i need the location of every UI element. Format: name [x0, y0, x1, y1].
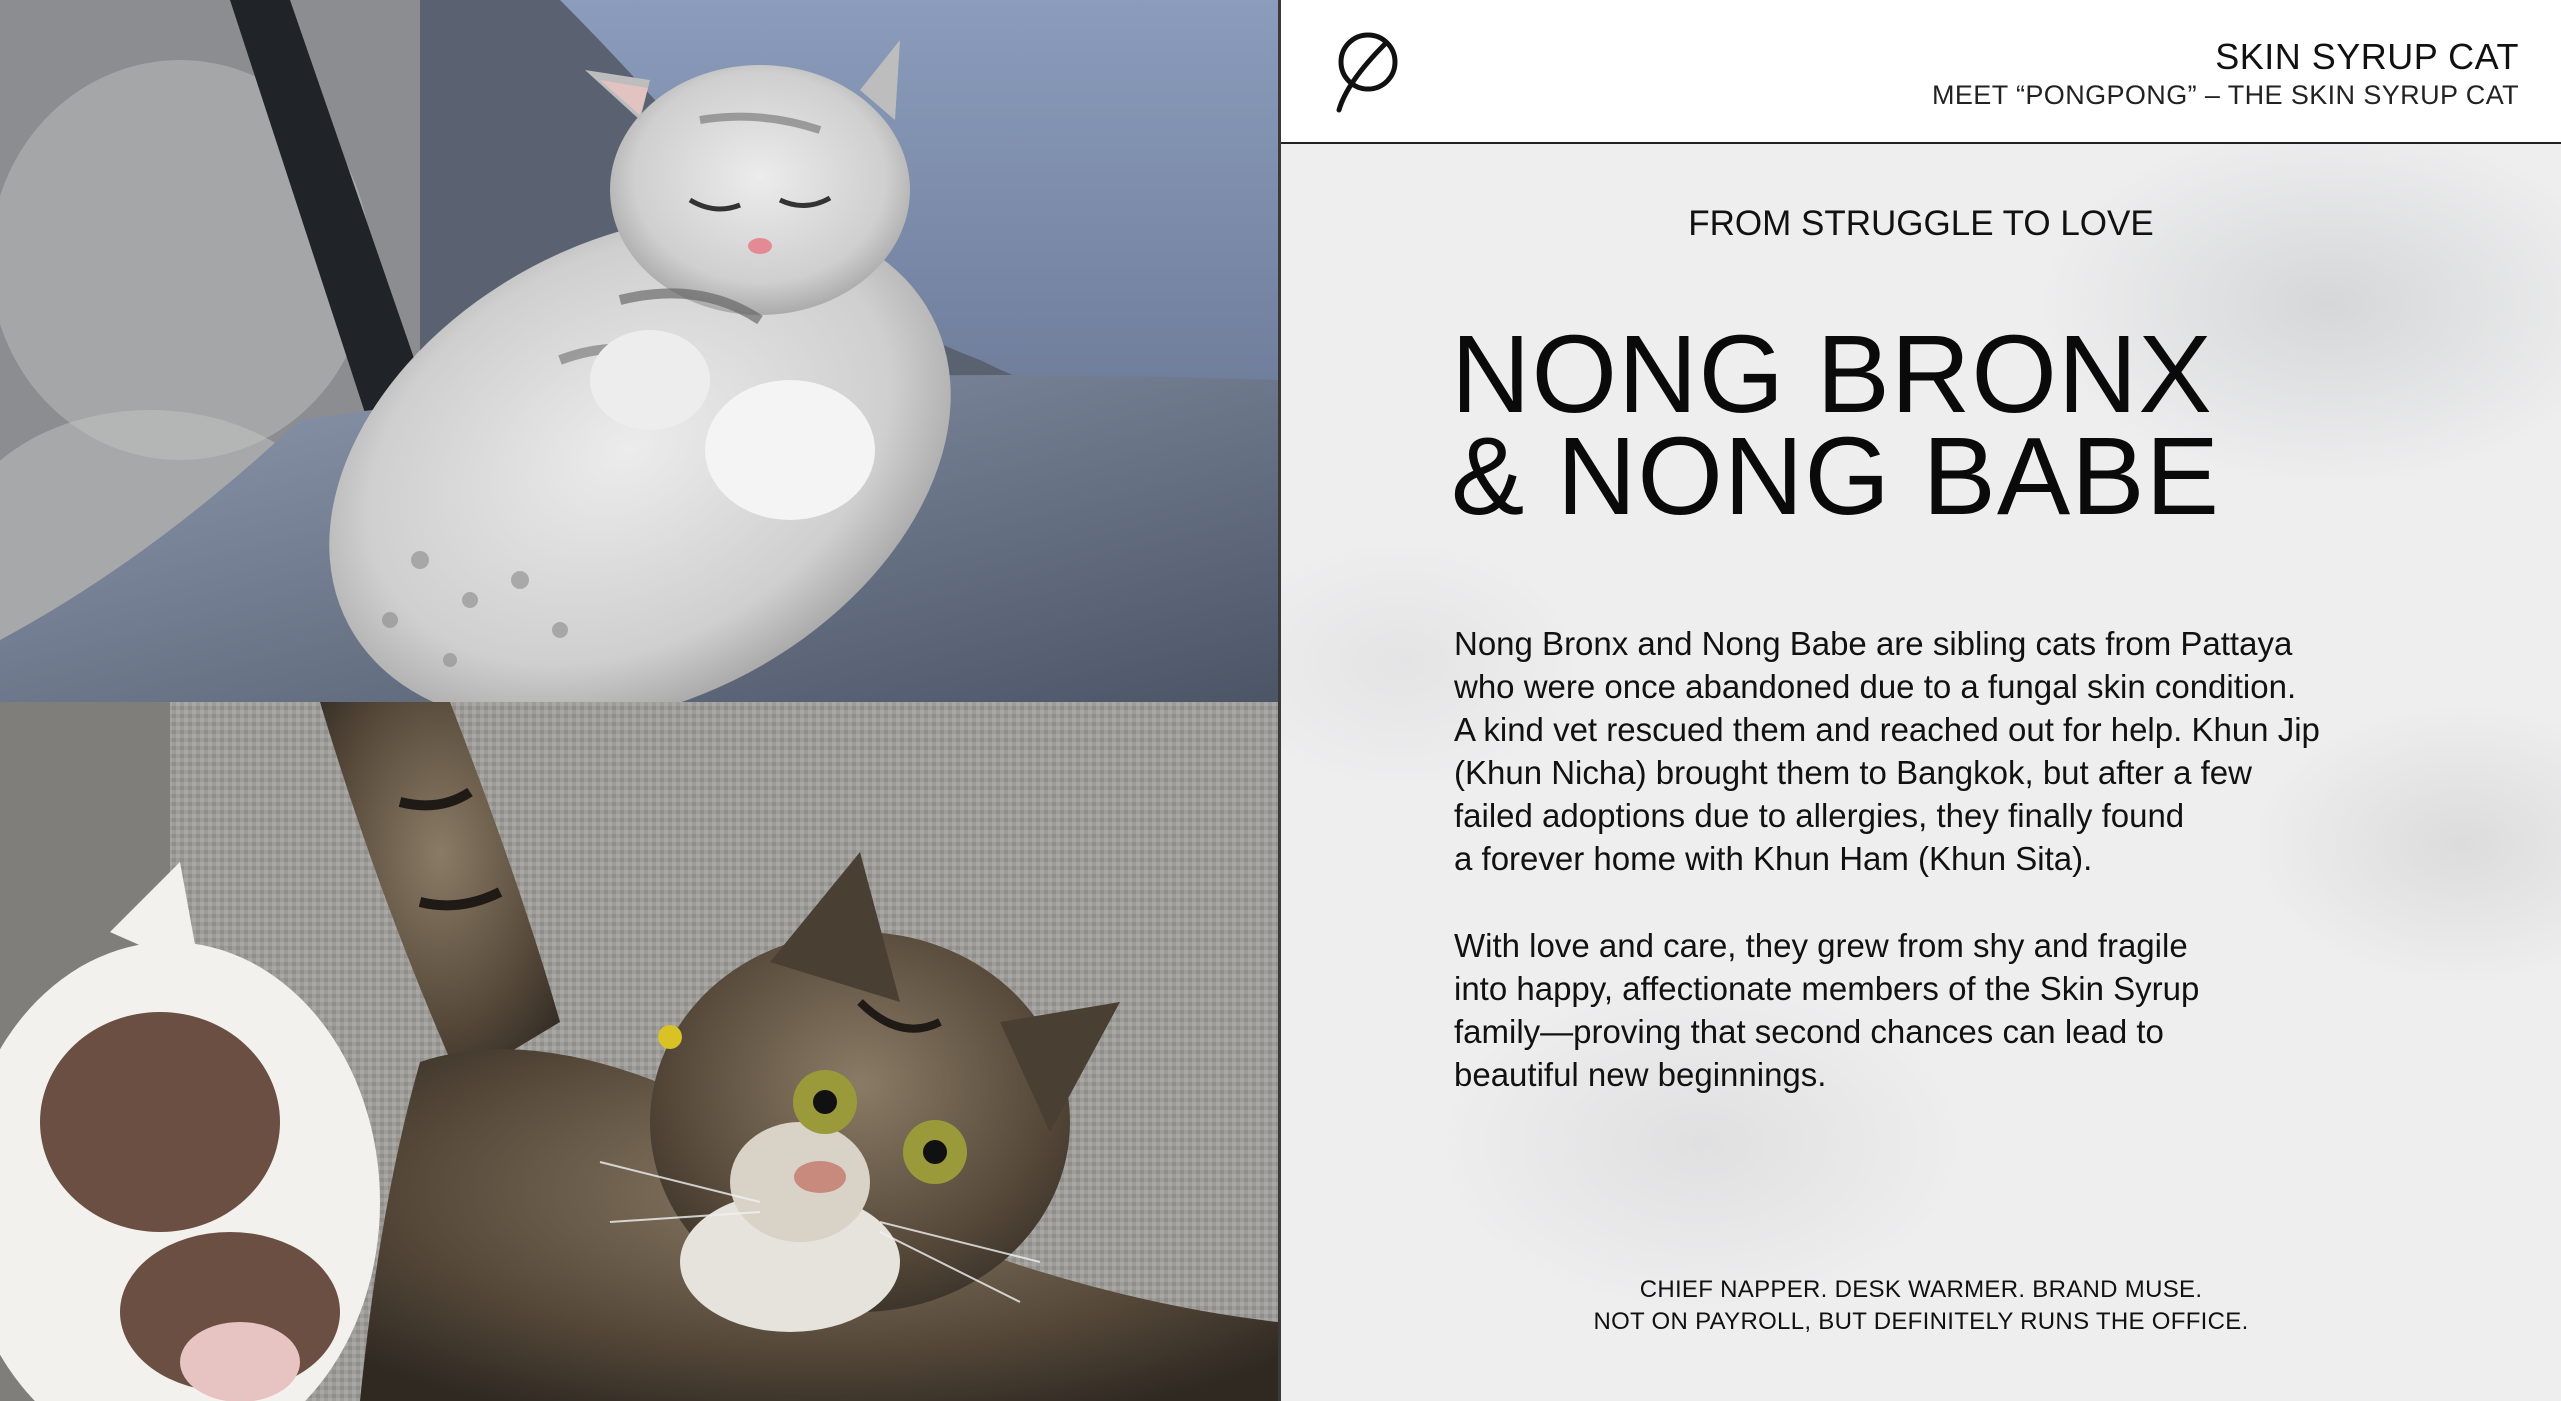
photo-column — [0, 0, 1278, 1401]
brand-title: SKIN SYRUP CAT — [2215, 36, 2519, 77]
section-eyebrow: FROM STRUGGLE TO LOVE — [1688, 204, 2154, 243]
story-panel — [1281, 0, 2561, 1401]
leaf-icon — [1331, 30, 1401, 114]
story-body — [1281, 144, 2561, 1401]
title-line-1: NONG BRONX — [1451, 313, 2213, 436]
photo-playing-tabby-cats — [0, 702, 1278, 1401]
story-text — [1454, 622, 2454, 1140]
story-paragraph-1: Nong Bronx and Nong Babe are sibling cats from Pattaya who were once abandoned due to a fungal skin condition. A kind vet rescued them and reached out for help. Khun Jip (Khun Nicha) brought them to Bangkok, but after a few failed adoptions due to allergies, they finally found a forever home with Khun Ham (Khun Sita). — [1454, 625, 2320, 877]
brand-header — [1281, 0, 2561, 142]
page-title — [1451, 313, 2451, 538]
story-paragraph-2: With love and care, they grew from shy and fragile into happy, affectionate members of the Skin Syrup family—proving that second chances can lead to beautiful new beginnings. — [1454, 927, 2200, 1093]
photo-sleeping-silver-cat — [0, 0, 1278, 702]
title-line-2: & NONG BABE — [1451, 415, 2220, 538]
tagline-line-1: CHIEF NAPPER. DESK WARMER. BRAND MUSE. — [1639, 1276, 2203, 1303]
brand-subtitle: MEET “PONGPONG” – THE SKIN SYRUP CAT — [1931, 80, 2519, 110]
tagline-line-2: NOT ON PAYROLL, BUT DEFINITELY RUNS THE OFFICE. — [1593, 1308, 2249, 1335]
tagline — [1281, 1274, 2561, 1338]
